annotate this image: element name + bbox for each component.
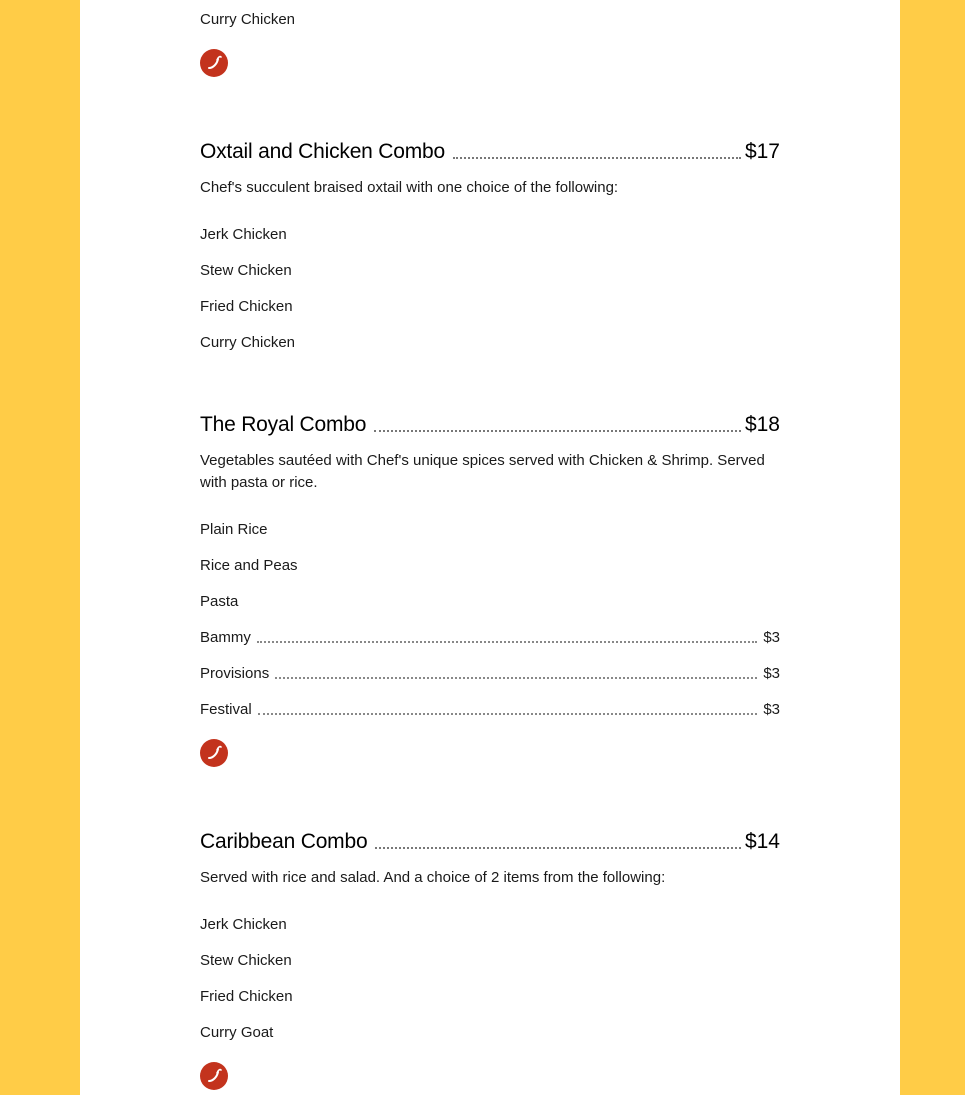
menu-option: Fried Chicken: [200, 298, 293, 315]
menu-option: Stew Chicken: [200, 262, 292, 279]
menu-item-header-caribbean: [200, 825, 780, 855]
dotted-leader: [374, 428, 741, 432]
addon-price: $3: [763, 629, 780, 646]
addon-price: $3: [763, 701, 780, 718]
dotted-leader: [258, 711, 758, 715]
dotted-leader: [375, 845, 741, 849]
menu-option: Plain Rice: [200, 521, 268, 538]
menu-option: Curry Goat: [200, 1024, 274, 1041]
menu-item-header-royal: [200, 408, 780, 438]
addon-row-festival: [200, 699, 780, 721]
menu-option: Jerk Chicken: [200, 916, 287, 933]
menu-item-description: Vegetables sautéed with Chef's unique spices served with Chicken & Shrimp. Served with pasta or rice.: [200, 452, 765, 491]
menu-item-title: Oxtail and Chicken Combo: [200, 140, 445, 163]
addon-label: Festival: [200, 701, 252, 718]
chili-pepper-icon: [200, 739, 228, 767]
menu-item-price: $14: [744, 830, 780, 853]
menu-option: Curry Chicken: [200, 334, 296, 351]
chili-pepper-icon: [200, 49, 228, 77]
menu-option: Stew Chicken: [200, 952, 292, 969]
menu-option: Fried Chicken: [200, 988, 293, 1005]
menu-item-description: Served with rice and salad. And a choice of 2 items from the following:: [200, 869, 666, 886]
menu-item-description: Chef's succulent braised oxtail with one choice of the following:: [200, 179, 619, 196]
menu-item-price: $18: [744, 413, 780, 436]
menu-option: Pasta: [200, 593, 239, 610]
chili-pepper-icon: [200, 1062, 228, 1090]
dotted-leader: [275, 675, 757, 679]
addon-row-provisions: [200, 663, 780, 685]
menu-panel: [80, 0, 900, 1095]
dotted-leader: [453, 155, 741, 159]
addon-price: $3: [763, 665, 780, 682]
menu-option: Rice and Peas: [200, 557, 298, 574]
menu-item-title: The Royal Combo: [200, 413, 367, 436]
menu-option: Jerk Chicken: [200, 226, 287, 243]
menu-option: Curry Chicken: [200, 11, 296, 28]
dotted-leader: [257, 639, 757, 643]
addon-label: Provisions: [200, 665, 270, 682]
menu-item-header-oxtail: [200, 135, 780, 165]
menu-item-price: $17: [744, 140, 780, 163]
addon-label: Bammy: [200, 629, 251, 646]
menu-item-title: Caribbean Combo: [200, 830, 368, 853]
addon-row-bammy: [200, 627, 780, 649]
